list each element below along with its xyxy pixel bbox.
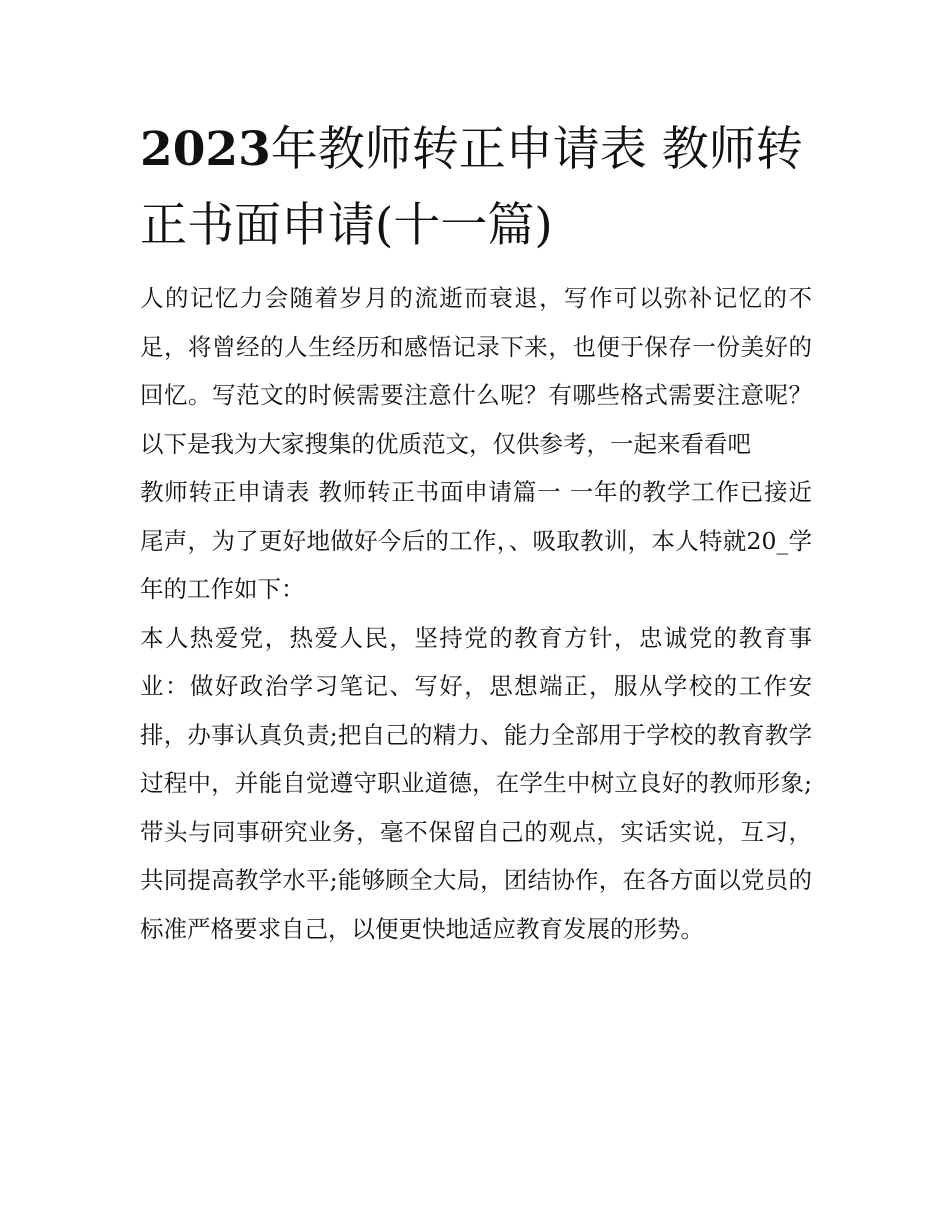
intro-paragraph: 人的记忆力会随着岁月的流逝而衰退，写作可以弥补记忆的不足，将曾经的人生经历和感悟记录下来，也便于保存一份美好的回忆。写范文的时候需要注意什么呢？有哪些格式需要注意呢？以下是我为大家搜集的优质范文，仅供参考，一起来看看吧: [140, 284, 812, 458]
section-one-paragraph: 教师转正申请表 教师转正书面申请篇一 一年的教学工作已接近尾声，为了更好地做好今后的工作，、吸取教训，本人特就20_学年的工作如下：: [140, 478, 812, 603]
title-year: 2023: [140, 122, 271, 177]
title-text: 年教师转正申请表 教师转正书面申请(十一篇): [140, 122, 803, 253]
document-body: [140, 274, 812, 953]
document-page: [140, 0, 812, 953]
body-paragraph: 本人热爱党，热爱人民，坚持党的教育方针，忠诚党的教育事业：做好政治学习笔记、写好，思想端正，服从学校的工作安排，办事认真负责;把自己的精力、能力全部用于学校的教育教学过程中，并能自觉遵守职业道德，在学生中树立良好的教师形象;带头与同事研究业务，毫不保留自己的观点，实话实说，互习，共同提高教学水平;能够顾全大局，团结协作，在各方面以党员的标准严格要求自己，以便更快地适应教育发展的形势。: [140, 623, 812, 943]
document-title: [140, 112, 812, 264]
